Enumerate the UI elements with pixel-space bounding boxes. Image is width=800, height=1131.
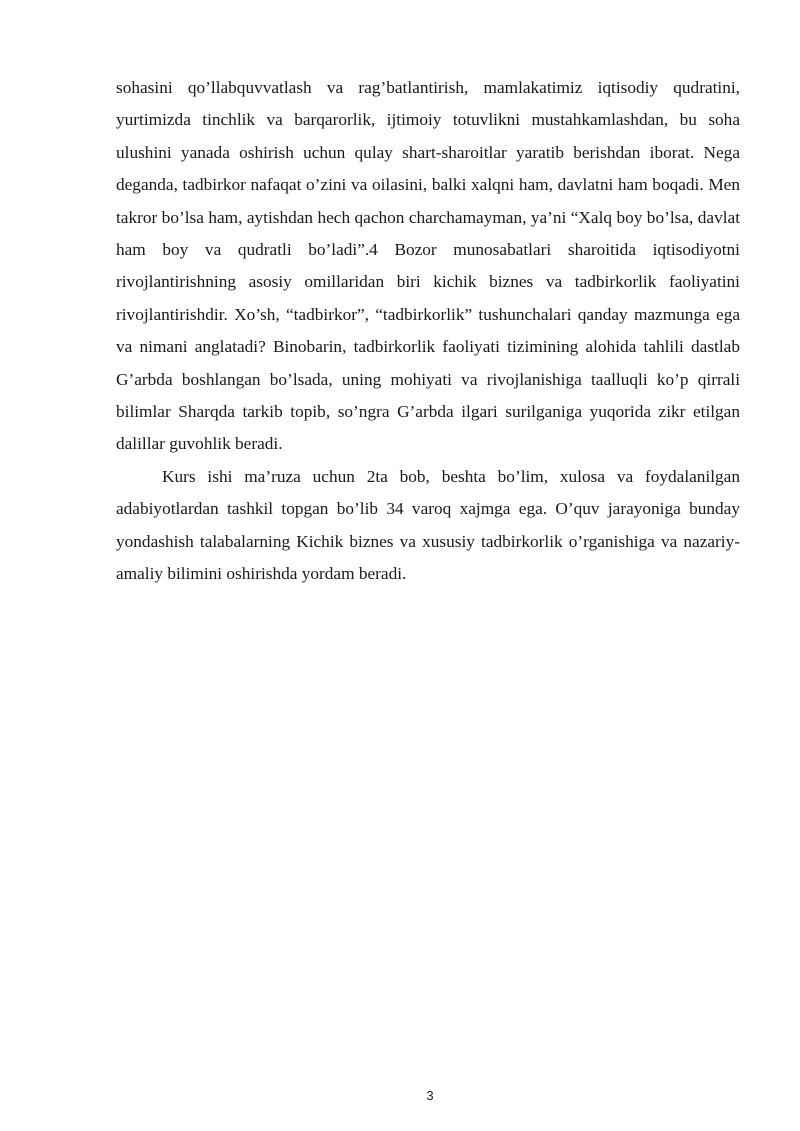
body-text: [116, 72, 740, 591]
page-number: 3: [426, 1088, 434, 1103]
paragraph-1: sohasini qo’llabquvvatlash va rag’batlantirish, mamlakatimiz iqtisodiy qudratini, yurtimizda tinchlik va barqarorlik, ijtimoiy totuvlikni mustahkamlashdan, bu soha ulushini yanada oshirish uchun qulay shart-sharoitlar yaratib berishdan iborat. Nega deganda, tadbirkor nafaqat o’zini va oilasini, balki xalqni ham, davlatni ham boqadi. Men takror bo’lsa ham, aytishdan hech qachon charchamayman, ya’ni “Xalq boy bo’lsa, davlat ham boy va qudratli bo’ladi”.4 Bozor munosabatlari sharoitida iqtisodiyotni rivojlantirishning asosiy omillaridan biri kichik biznes va tadbirkorlik faoliyatini rivojlantirishdir. Xo’sh, “tadbirkor”, “tadbirkorlik” tushunchalari qanday mazmunga ega va nimani anglatadi? Binobarin, tadbirkorlik faoliyati tizimining alohida tahlili dastlab G’arbda boshlangan bo’lsada, uning mohiyati va rivojlanishiga taalluqli ko’p qirrali bilimlar Sharqda tarkib topib, so’ngra G’arbda ilgari surilganiga yuqorida zikr etilgan dalillar guvohlik beradi.: [116, 78, 740, 454]
paragraph-2: Kurs ishi ma’ruza uchun 2ta bob, beshta bo’lim, xulosa va foydalanilgan adabiyotlardan tashkil topgan bo’lib 34 varoq xajmga ega. O’quv jarayoniga bunday yondashish talabalarning Kichik biznes va xususiy tadbirkorlik o’rganishiga va nazariy-amaliy bilimini oshirishda yordam beradi.: [116, 466, 740, 584]
